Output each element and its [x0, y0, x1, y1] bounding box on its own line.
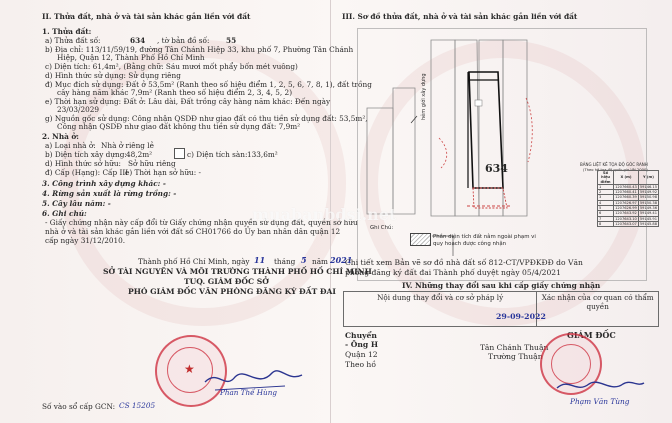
perennial-heading: 5. Cây lâu năm: -	[42, 199, 111, 208]
table-cell: 1207660.39	[615, 195, 637, 200]
note-line-3: cấp ngày 31/12/2010.	[45, 236, 126, 245]
change-content-header: Nội dung thay đổi và cơ sở pháp lý	[344, 292, 537, 327]
table-header-cell: Y (m)	[638, 171, 658, 185]
grade-line: đ) Cấp (Hạng): Cấp III	[45, 168, 129, 177]
table-cell: 59145.88	[639, 221, 657, 226]
checkbox	[174, 148, 185, 159]
month-value: 5	[301, 255, 307, 265]
table-cell: 1	[598, 184, 614, 189]
table-header-cell: X (m)	[614, 171, 639, 185]
table-cell: 59145.91	[639, 216, 657, 221]
term-line-1: e) Thời hạn sử dụng: Đất ở: Lâu dài, Đất trồng cây hàng năm khác: Đến ngày	[45, 97, 331, 106]
table-header-cell: Số hiệu điểm	[598, 171, 614, 185]
director-title: GIÁM ĐỐC	[567, 330, 616, 340]
table-cell: 1207643.07	[615, 221, 637, 226]
house-type-value: Nhà ở riêng lẻ	[101, 141, 154, 150]
table-cell: 8	[598, 221, 614, 226]
legend-note-1: Phần diện tích đất nằm ngoài phạm vi	[433, 234, 536, 240]
section-title-land-house: II. Thửa đất, nhà ở và tài sản khác gắn liền với đất	[42, 12, 251, 21]
plan-note-1: Chi tiết xem Bản vẽ sơ đồ nhà đất số 812-CT/VPĐKĐĐ do Văn	[345, 258, 583, 267]
table-cell: 3	[598, 195, 614, 200]
changes-table	[343, 291, 659, 327]
vertical-road-label: hẻm giới xây dựng	[421, 73, 427, 120]
table-cell: 59149.92	[639, 190, 657, 195]
director-name: Phạm Văn Tùng	[570, 397, 630, 406]
watermark-text: muabanbdsi.net	[252, 205, 397, 224]
note-line-2: nhà ở và tài sản khác gắn liền với đất số CH01766 do Ủy ban nhân dân quận 12	[45, 227, 341, 236]
table-cell: 1207626.97	[615, 200, 637, 205]
lot-line-label: a) Thửa đất số:	[45, 36, 101, 45]
ownership-value: Sở hữu riêng	[128, 159, 176, 168]
changes-table-header	[344, 292, 659, 327]
table-row	[598, 221, 659, 226]
signature-right	[553, 374, 648, 398]
notes-heading: 6. Ghi chú:	[42, 209, 87, 218]
table-cell: 6	[598, 211, 614, 216]
map-sheet-label: , tờ bản đồ số:	[157, 36, 210, 45]
legend-note-2: quy hoạch được công nhận	[433, 241, 507, 247]
change-line-2: - Ông H	[345, 340, 379, 349]
table-cell: 7	[598, 216, 614, 221]
table-cell: 59149.41	[639, 211, 657, 216]
table-cell: 2	[598, 190, 614, 195]
house-term-line: e) Thời hạn sở hữu: -	[125, 168, 201, 177]
map-number: 55	[226, 36, 237, 45]
change-line-3: Quận 12	[345, 350, 378, 359]
registry-label: Số vào sổ cấp GCN:	[42, 402, 116, 411]
floor-area-label: c) Diện tích sàn:	[187, 150, 248, 159]
origin-line-2: Công nhận QSDĐ như giao đất không thu tiền sử dụng đất: 7,9m²	[57, 122, 301, 131]
address-line-1: b) Địa chỉ: 113/11/59/19, đường Tân Chánh Hiệp 33, khu phố 7, Phường Tân Chánh	[45, 45, 354, 54]
section-title-map: III. Sơ đồ thửa đất, nhà ở và tài sản khác gắn liền với đất	[342, 12, 578, 21]
coordinate-table-header	[598, 171, 659, 185]
table-cell: 59150.38	[639, 200, 657, 205]
change-line-6: Trường Thuận	[488, 352, 543, 361]
place-date-label: Thành phố Hồ Chí Minh, ngày	[138, 257, 250, 266]
table-cell: 4	[598, 200, 614, 205]
forest-heading: 4. Rừng sản xuất là rừng trồng: -	[42, 189, 177, 198]
table-cell: 59150.98	[639, 195, 657, 200]
legend-symbol	[410, 233, 431, 246]
purpose-line-1: đ) Mục đích sử dụng: Đất ở 53,5m² (Ranh theo số hiệu điểm 1, 2, 5, 6, 7, 8, 1), đất trồng	[45, 80, 372, 89]
registry-number: CS 15205	[119, 401, 156, 410]
change-line-5: Tân Chánh Thuận	[480, 343, 549, 352]
table-cell: 1207660.43	[615, 184, 637, 189]
agency-line-2: TUQ. GIÁM ĐỐC SỞ	[184, 277, 269, 286]
legend-box-label: Ghi Chú:	[370, 225, 394, 231]
purpose-line-2: cây hàng năm khác 7,9m² (Ranh theo số hiệu điểm 2, 3, 4, 5, 2)	[57, 88, 293, 97]
ownership-label: d) Hình thức sở hữu:	[45, 159, 122, 168]
other-build-heading: 3. Công trình xây dựng khác: -	[42, 179, 166, 188]
term-line-2: 23/03/2029	[57, 105, 100, 114]
agency-line-3: PHÓ GIÁM ĐỐC VĂN PHÒNG ĐĂNG KÝ ĐẤT ĐAI	[128, 287, 336, 296]
plan-note-2: phòng đăng ký đất đai Thành phố duyệt ngày 05/4/2021	[345, 268, 561, 277]
changes-heading: IV. Những thay đổi sau khi cấp giấy chứng nhận	[402, 281, 601, 290]
year-value: 2021	[330, 255, 353, 265]
agency-line-1: SỞ TÀI NGUYÊN VÀ MÔI TRƯỜNG THÀNH PHỐ HỒ CHÍ MINH	[103, 267, 372, 276]
land-heading: 1. Thửa đất:	[42, 27, 92, 36]
house-heading: 2. Nhà ở:	[42, 132, 79, 141]
seal-star-left: ★	[184, 362, 195, 376]
address-line-2: Hiệp, Quận 12, Thành Phố Hồ Chí Minh	[57, 53, 205, 62]
origin-line-1: g) Nguồn gốc sử dụng: Công nhận QSDĐ như giao đất có thu tiền sử dụng đất: 53,5m²,	[45, 114, 368, 123]
change-authority-header: Xác nhận của cơ quan có thẩm quyền	[537, 292, 659, 327]
house-type-label: a) Loại nhà ở:	[45, 141, 96, 150]
table-cell: 1207660.41	[615, 190, 637, 195]
legend-title-1: BẢNG LIỆT KÊ TỌA ĐỘ GÓC RANH	[580, 162, 648, 167]
change-line-1: Chuyển	[345, 331, 377, 340]
month-label: tháng	[274, 257, 296, 266]
change-line-4: Theo hồ	[345, 360, 376, 369]
table-cell: 1207643.92	[615, 211, 637, 216]
day-value: 11	[254, 255, 266, 265]
lot-number: 634	[130, 36, 146, 45]
legend-title-2: (Theo hệ tọa độ quốc gia VN-2000)	[583, 168, 648, 172]
change-date-stamp: 29-09-2022	[496, 312, 546, 321]
use-form-line: d) Hình thức sử dụng: Sử dụng riêng	[45, 71, 181, 80]
table-cell: 59146.15	[639, 184, 657, 189]
area-line: c) Diện tích: 61,4m², (Bằng chữ: Sáu mươi mốt phẩy bốn mét vuông)	[45, 62, 298, 71]
built-area-label: b) Diện tích xây dựng:	[45, 150, 127, 159]
built-area-value: 48,2m²	[126, 150, 153, 159]
table-cell: 59149.36	[639, 206, 657, 211]
note-line-1: - Giấy chứng nhận này cấp đổi từ Giấy chứng nhận quyền sử dụng đất, quyền sở hữu	[45, 218, 358, 227]
coordinate-table	[597, 170, 659, 227]
signer-name: Phan Thế Hùng	[220, 388, 277, 397]
lot-label: 634	[485, 162, 508, 175]
table-cell: 1207626.99	[615, 206, 637, 211]
table-cell: 1207643.10	[615, 216, 637, 221]
table-cell: 5	[598, 206, 614, 211]
year-label: năm	[312, 257, 328, 266]
floor-area-value: 133,6m²	[247, 150, 278, 159]
